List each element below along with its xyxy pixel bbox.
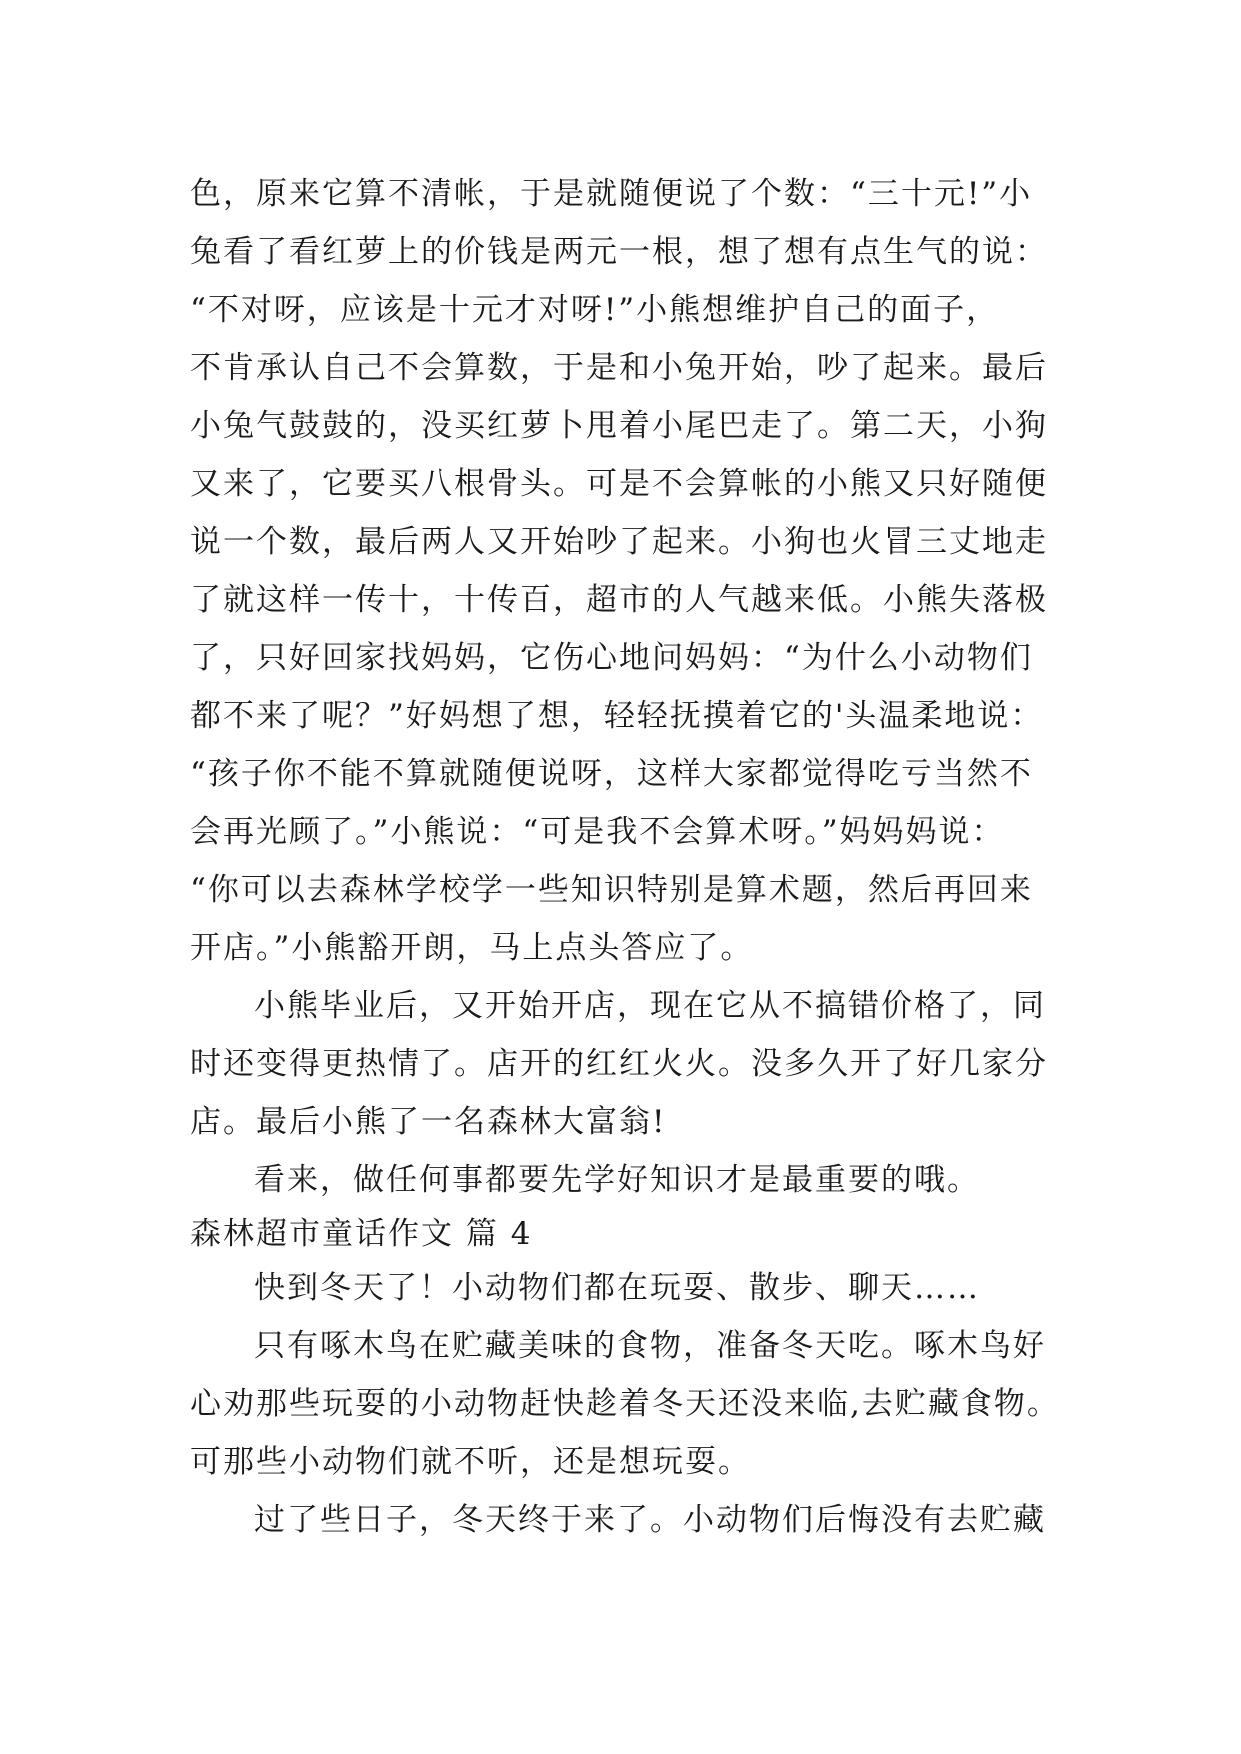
text-line: 兔看了看红萝上的价钱是两元一根，想了想有点生气的说： bbox=[190, 234, 1048, 270]
text-line: 可那些小动物们就不听，还是想玩耍。 bbox=[190, 1444, 751, 1480]
text-line: 又来了，它要买八根骨头。可是不会算帐的小熊又只好随便 bbox=[190, 466, 1048, 502]
text-line: 看来，做任何事都要先学好知识才是最重要的哦。 bbox=[254, 1162, 980, 1198]
text-line: 开店。”小熊豁开朗，马上点头答应了。 bbox=[190, 930, 754, 966]
text-line: 小熊毕业后，又开始开店，现在它从不搞错价格了，同 bbox=[254, 988, 1046, 1024]
text-line: 会再光顾了。”小熊说：“可是我不会算术呀。”妈妈妈说： bbox=[190, 814, 1005, 850]
text-line: 小兔气鼓鼓的，没买红萝卜甩着小尾巴走了。第二天，小狗 bbox=[190, 408, 1048, 444]
document-body bbox=[190, 165, 1090, 1549]
text-line: 只有啄木鸟在贮藏美味的食物，准备冬天吃。啄木鸟好 bbox=[254, 1328, 1046, 1364]
text-line: “不对呀，应该是十元才对呀!”小熊想维护自己的面子， bbox=[190, 292, 1000, 328]
text-line: 不肯承认自己不会算数，于是和小兔开始，吵了起来。最后 bbox=[190, 350, 1048, 386]
text-line: 了，只好回家找妈妈，它伤心地问妈妈：“为什么小动物们 bbox=[190, 640, 1033, 676]
text-line: 色，原来它算不清帐，于是就随便说了个数：“三十元!”小 bbox=[190, 176, 1033, 212]
section-heading: 森林超市童话作文 篇 4 bbox=[190, 1216, 533, 1252]
text-line: 过了些日子，冬天终于来了。小动物们后悔没有去贮藏 bbox=[254, 1502, 1046, 1538]
text-line: 快到冬天了！小动物们都在玩耍、散步、聊天…… bbox=[254, 1270, 980, 1306]
text-line: 时还变得更热情了。店开的红红火火。没多久开了好几家分 bbox=[190, 1046, 1048, 1082]
text-line: 了就这样一传十，十传百，超市的人气越来低。小熊失落极 bbox=[190, 582, 1048, 618]
text-line: 都不来了呢？”好妈想了想，轻轻抚摸着它的'头温柔地说： bbox=[190, 698, 1044, 734]
text-line: 心劝那些玩耍的小动物赶快趁着冬天还没来临,去贮藏食物。 bbox=[190, 1386, 1060, 1422]
text-line: “孩子你不能不算就随便说呀，这样大家都觉得吃亏当然不 bbox=[190, 756, 1033, 792]
text-line: 说一个数，最后两人又开始吵了起来。小狗也火冒三丈地走 bbox=[190, 524, 1048, 560]
text-line: 店。最后小熊了一名森林大富翁! bbox=[190, 1104, 667, 1140]
text-line: “你可以去森林学校学一些知识特别是算术题，然后再回来 bbox=[190, 872, 1033, 908]
